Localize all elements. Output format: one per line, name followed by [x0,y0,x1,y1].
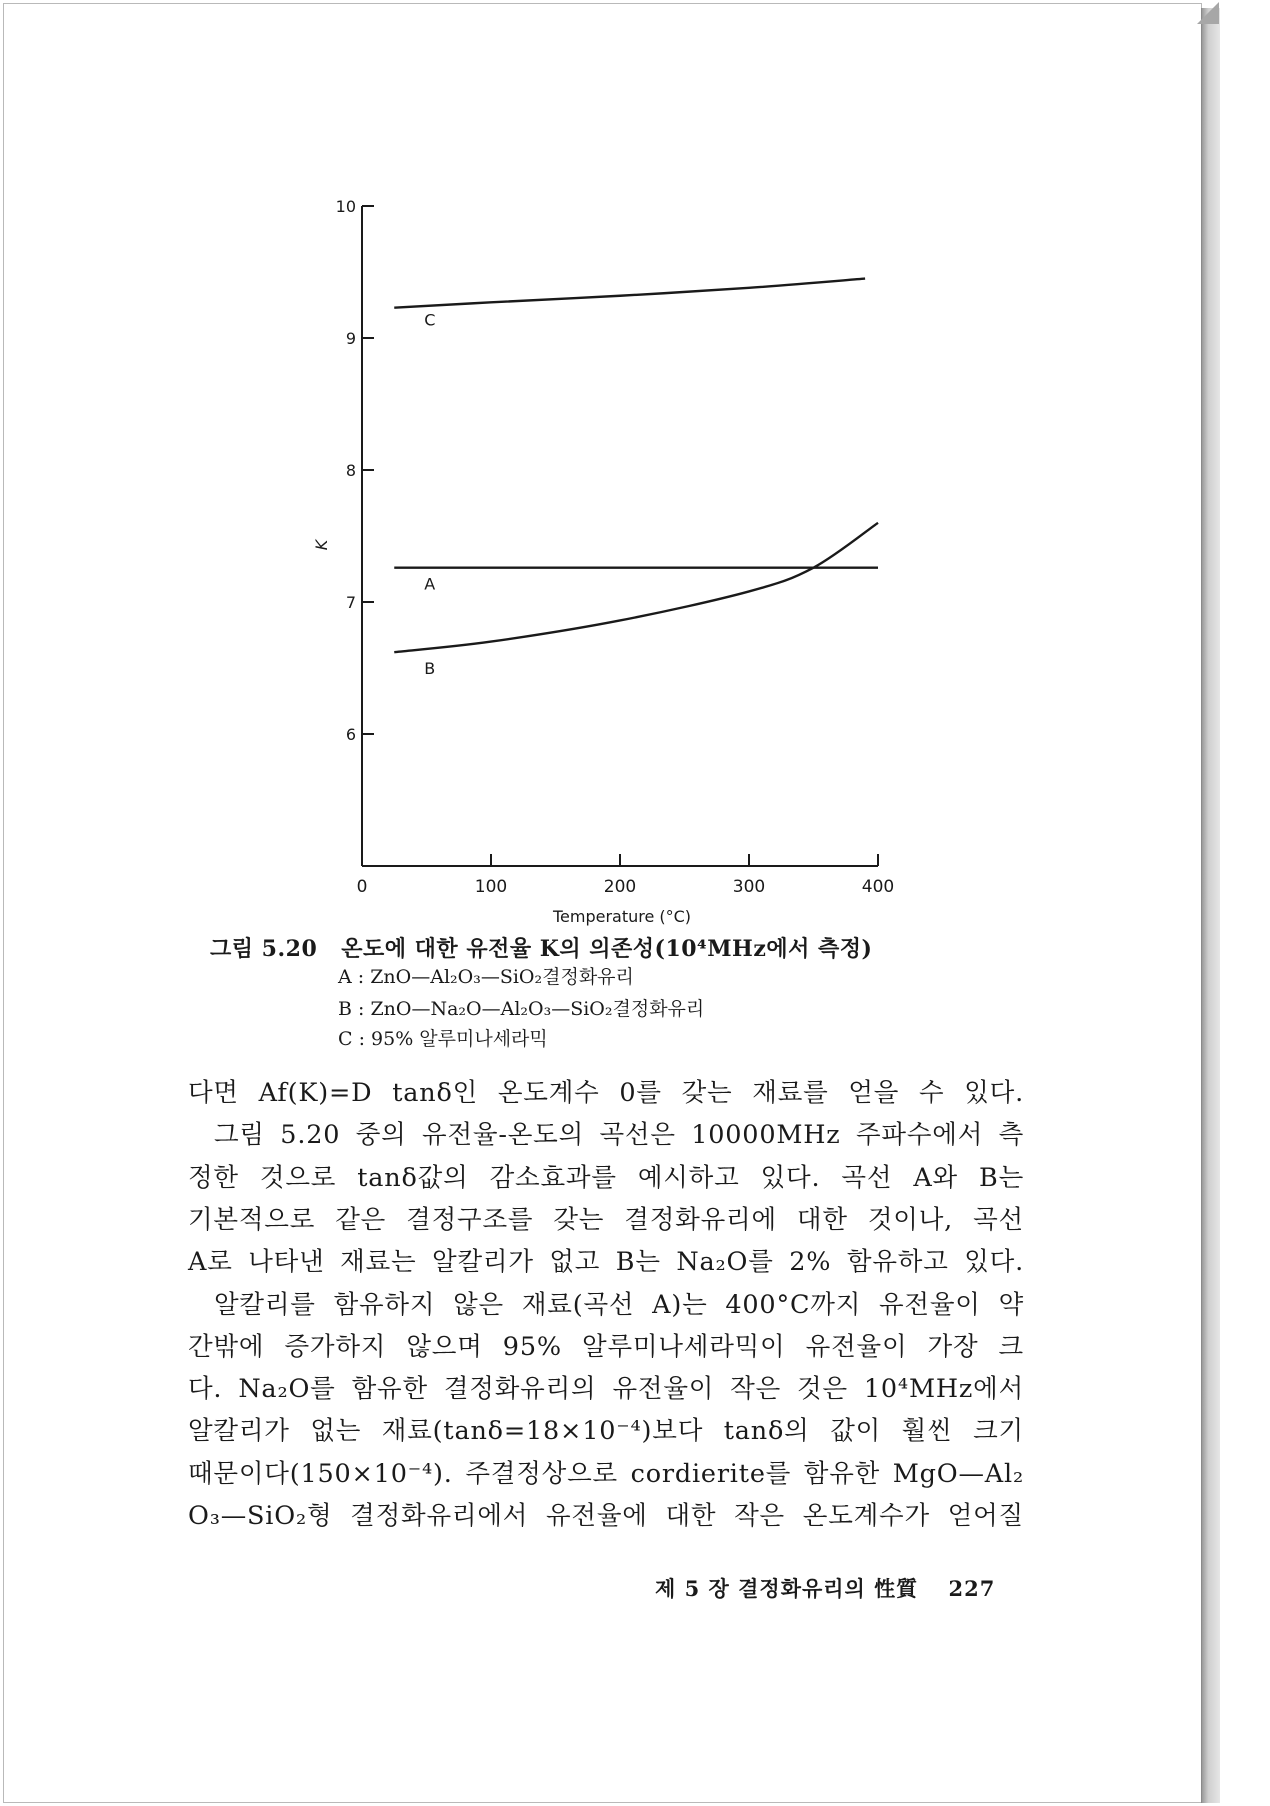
chart-ticks [336,197,895,897]
body-line: 기본적으로 같은 결정구조를 갖는 결정화유리에 대한 것이나, 곡선 [188,1204,1024,1235]
chart-series [394,279,878,653]
body-line: 다. Na₂O를 함유한 결정화유리의 유전율이 작은 것은 10⁴MHz에서 [188,1374,1024,1405]
legend-item-a: A : ZnO—Al₂O₃—SiO₂결정화유리 [338,966,634,988]
figure-caption [210,932,872,963]
body-line: 정한 것으로 tanδ값의 감소효과를 예시하고 있다. 곡선 A와 B는 [188,1162,1024,1193]
page-edge-shadow [1201,8,1220,1803]
body-line: 알칼리를 함유하지 않은 재료(곡선 A)는 400°C까지 유전율이 약 [214,1289,1024,1320]
page-corner [1197,2,1219,24]
series-label-c: C [424,310,436,330]
series-line-c [394,279,865,308]
body-line: 간밖에 증가하지 않으며 95% 알루미나세라믹이 유전율이 가장 크 [188,1331,1024,1362]
body-line: 알칼리가 없는 재료(tanδ=18×10⁻⁴)보다 tanδ의 값이 훨씬 크기 [188,1416,1024,1447]
y-tick-label: 6 [345,725,356,744]
series-line-b [394,523,878,652]
y-tick-label: 9 [345,329,356,348]
x-tick-label: 0 [356,877,368,897]
body-line: 때문이다(150×10⁻⁴). 주결정상으로 cordierite를 함유한 MgO—Al₂ [188,1458,1024,1489]
x-tick-label: 100 [474,877,508,897]
body-line: A로 나타낸 재료는 알칼리가 없고 B는 Na₂O를 2% 함유하고 있다. [188,1247,1024,1278]
figure-number: 그림 5.20 [210,936,318,962]
body-line: 다면 Af(K)=D tanδ인 온도계수 0를 갖는 재료를 얻을 수 있다. [188,1078,1024,1108]
figure-caption-text: 온도에 대한 유전율 K의 의존성(10⁴MHz에서 측정) [341,936,873,962]
x-tick-label: 400 [861,877,895,897]
chart-series-labels [424,311,435,679]
legend-item-b: B : ZnO—Na₂O—Al₂O₃—SiO₂결정화유리 [338,998,705,1020]
y-axis-label: K [312,539,331,551]
y-tick-label: 10 [335,197,356,216]
y-tick-label: 8 [345,461,356,480]
x-tick-label: 200 [603,877,637,897]
x-axis-label: Temperature (°C) [552,907,692,926]
chapter-title: 제 5 장 결정화유리의 性質 [655,1576,919,1601]
series-label-b: B [424,659,436,679]
series-label-a: A [424,574,436,594]
x-tick-label: 300 [732,877,766,897]
page-number: 227 [948,1576,996,1601]
y-tick-label: 7 [345,593,356,612]
body-line: O₃—SiO₂형 결정화유리에서 유전율에 대한 작은 온도계수가 얻어질 [188,1501,1024,1531]
legend-item-c: C : 95% 알루미나세라믹 [338,1028,548,1050]
running-footer [655,1573,995,1603]
body-line: 그림 5.20 중의 유전율-온도의 곡선은 10000MHz 주파수에서 측 [214,1120,1024,1151]
k-vs-temperature-chart [300,180,920,930]
